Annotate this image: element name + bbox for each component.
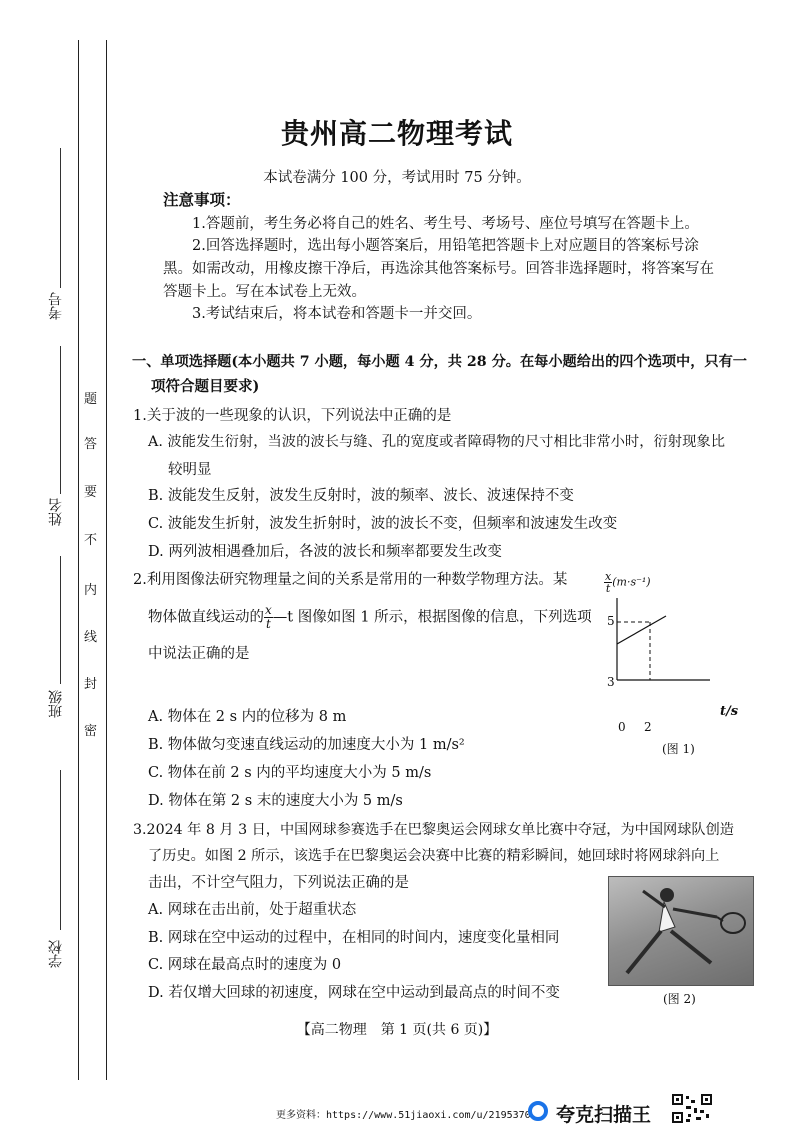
q2-option-a: A. 物体在 2 s 内的位移为 8 m — [148, 709, 347, 725]
q3-option-a: A. 网球在击出前，处于超重状态 — [148, 902, 357, 918]
notes-line-3: 3.考试结束后，将本试卷和答题卡一并交回。 — [192, 306, 482, 322]
section1-line-1: 一、单项选择题(本小题共 7 小题，每小题 4 分，共 28 分。在每小题给出的四个选项中，只有一 — [132, 354, 747, 370]
qr-code-icon — [672, 1094, 712, 1123]
q1-option-c: C. 波能发生折射，波发生折射时，波的波长不变，但频率和波速发生改变 — [148, 516, 618, 532]
q1-option-d: D. 两列波相遇叠加后，各波的波长和频率都要发生改变 — [148, 544, 502, 560]
notes-line-2a: 2.回答选择题时，选出每小题答案后，用铅笔把答题卡上对应题目的答案标号涂 — [192, 238, 699, 254]
fig1-tick-x2: 2 — [644, 720, 652, 734]
q3-stem-2: 了历史。如图 2 所示，该选手在巴黎奥运会决赛中比赛的精彩瞬间，她回球时将网球斜向上 — [148, 848, 720, 864]
kaohao-label: 考号 — [48, 292, 64, 320]
fig1-tick-y3: 3 — [607, 675, 615, 689]
binding-line-left — [78, 40, 79, 1080]
q2-fraction — [264, 604, 273, 631]
fig1-caption: (图 1) — [662, 742, 695, 756]
q3-stem-1: 3.2024 年 8 月 3 日，中国网球参赛选手在巴黎奥运会网球女单比赛中夺冠，为中国网球队创造 — [133, 822, 734, 838]
q2-option-c: C. 物体在前 2 s 内的平均速度大小为 5 m/s — [148, 765, 432, 781]
fig1-tick-x0: 0 — [618, 720, 626, 734]
notes-heading: 注意事项： — [163, 190, 241, 209]
seal-char-5: 内 — [84, 583, 98, 598]
exam-title: 贵州高二物理考试 — [280, 117, 513, 150]
banji-underline — [60, 556, 61, 684]
figure-1-graph — [600, 570, 780, 760]
seal-char-8: 密 — [84, 724, 98, 739]
seal-char-2: 答 — [84, 437, 98, 452]
seal-char-6: 线 — [84, 630, 98, 645]
watermark-brand: 夸克扫描王 — [556, 1104, 652, 1126]
fig1-xlabel: t/s — [720, 704, 739, 719]
q2-stem-3: 中说法正确的是 — [148, 646, 250, 662]
q3-option-c: C. 网球在最高点时的速度为 0 — [148, 957, 342, 973]
xingming-underline — [60, 346, 61, 494]
watermark-url: 更多资料：https://www.51jiaoxi.com/u/2195370 — [276, 1110, 531, 1121]
fig1-line — [617, 616, 666, 644]
fig1-ylabel-unit: (m·s⁻¹) — [612, 575, 651, 589]
fig1-ylabel — [604, 571, 651, 594]
notes-line-2c: 答题卡上。写在本试卷上无效。 — [163, 284, 366, 300]
page-footer: 【高二物理 第 1 页(共 6 页)】 — [296, 1022, 498, 1038]
fig1-tick-y5: 5 — [607, 614, 615, 628]
q3-option-d: D. 若仅增大回球的初速度，网球在空中运动到最高点的时间不变 — [148, 985, 560, 1001]
xingming-label: 姓名 — [48, 498, 64, 526]
q3-option-b: B. 网球在空中运动的过程中，在相同的时间内，速度变化量相同 — [148, 930, 560, 946]
xuexiao-label: 学校 — [48, 940, 64, 968]
q2-option-b: B. 物体做匀变速直线运动的加速度大小为 1 m/s² — [148, 737, 465, 753]
q2-stem-1: 2.利用图像法研究物理量之间的关系是常用的一种数学物理方法。某 — [133, 572, 568, 588]
banji-label: 班级 — [48, 690, 64, 718]
fig1-ylabel-num: x — [605, 570, 612, 583]
q1-option-a-1: A. 波能发生衍射，当波的波长与缝、孔的宽度或者障碍物的尺寸相比非常小时，衍射现象比 — [148, 434, 725, 450]
xuexiao-underline — [60, 770, 61, 930]
q1-option-b: B. 波能发生反射，波发生反射时，波的频率、波长、波速保持不变 — [148, 488, 574, 504]
q1-option-a-2: 较明显 — [168, 462, 212, 478]
tennis-player-silhouette — [609, 877, 753, 985]
q2-frac-num: x — [265, 603, 272, 617]
seal-char-7: 封 — [84, 677, 98, 692]
seal-char-1: 题 — [84, 392, 98, 407]
section1-line-2: 项符合题目要求) — [151, 378, 260, 395]
notes-line-2b: 黑。如需改动，用橡皮擦干净后，再选涂其他答案标号。回答非选择题时，将答案写在 — [163, 261, 714, 277]
q3-stem-3: 击出，不计空气阻力，下列说法正确的是 — [148, 875, 409, 891]
seal-char-4: 不 — [84, 533, 98, 548]
q2-frac-den: t — [265, 617, 271, 631]
q1-stem: 1.关于波的一些现象的认识，下列说法中正确的是 — [133, 408, 452, 424]
fig2-caption: (图 2) — [663, 992, 696, 1006]
tennis-player-photo — [608, 876, 754, 986]
q2-stem-2 — [148, 604, 592, 631]
fig1-ylabel-den: t — [605, 582, 611, 595]
q2-stem-2a: 物体做直线运动的 — [148, 609, 264, 626]
notes-line-1: 1.答题前，考生务必将自己的姓名、考生号、考场号、座位号填写在答题卡上。 — [192, 216, 699, 232]
q2-stem-2b: —t 图像如图 1 所示，根据图像的信息，下列选项 — [272, 609, 592, 626]
q2-option-d: D. 物体在第 2 s 末的速度大小为 5 m/s — [148, 793, 403, 809]
exam-subtitle: 本试卷满分 100 分，考试用时 75 分钟。 — [263, 170, 531, 186]
binding-line-right — [106, 40, 107, 1080]
scanner-logo-icon — [528, 1101, 548, 1121]
seal-char-3: 要 — [84, 485, 98, 500]
